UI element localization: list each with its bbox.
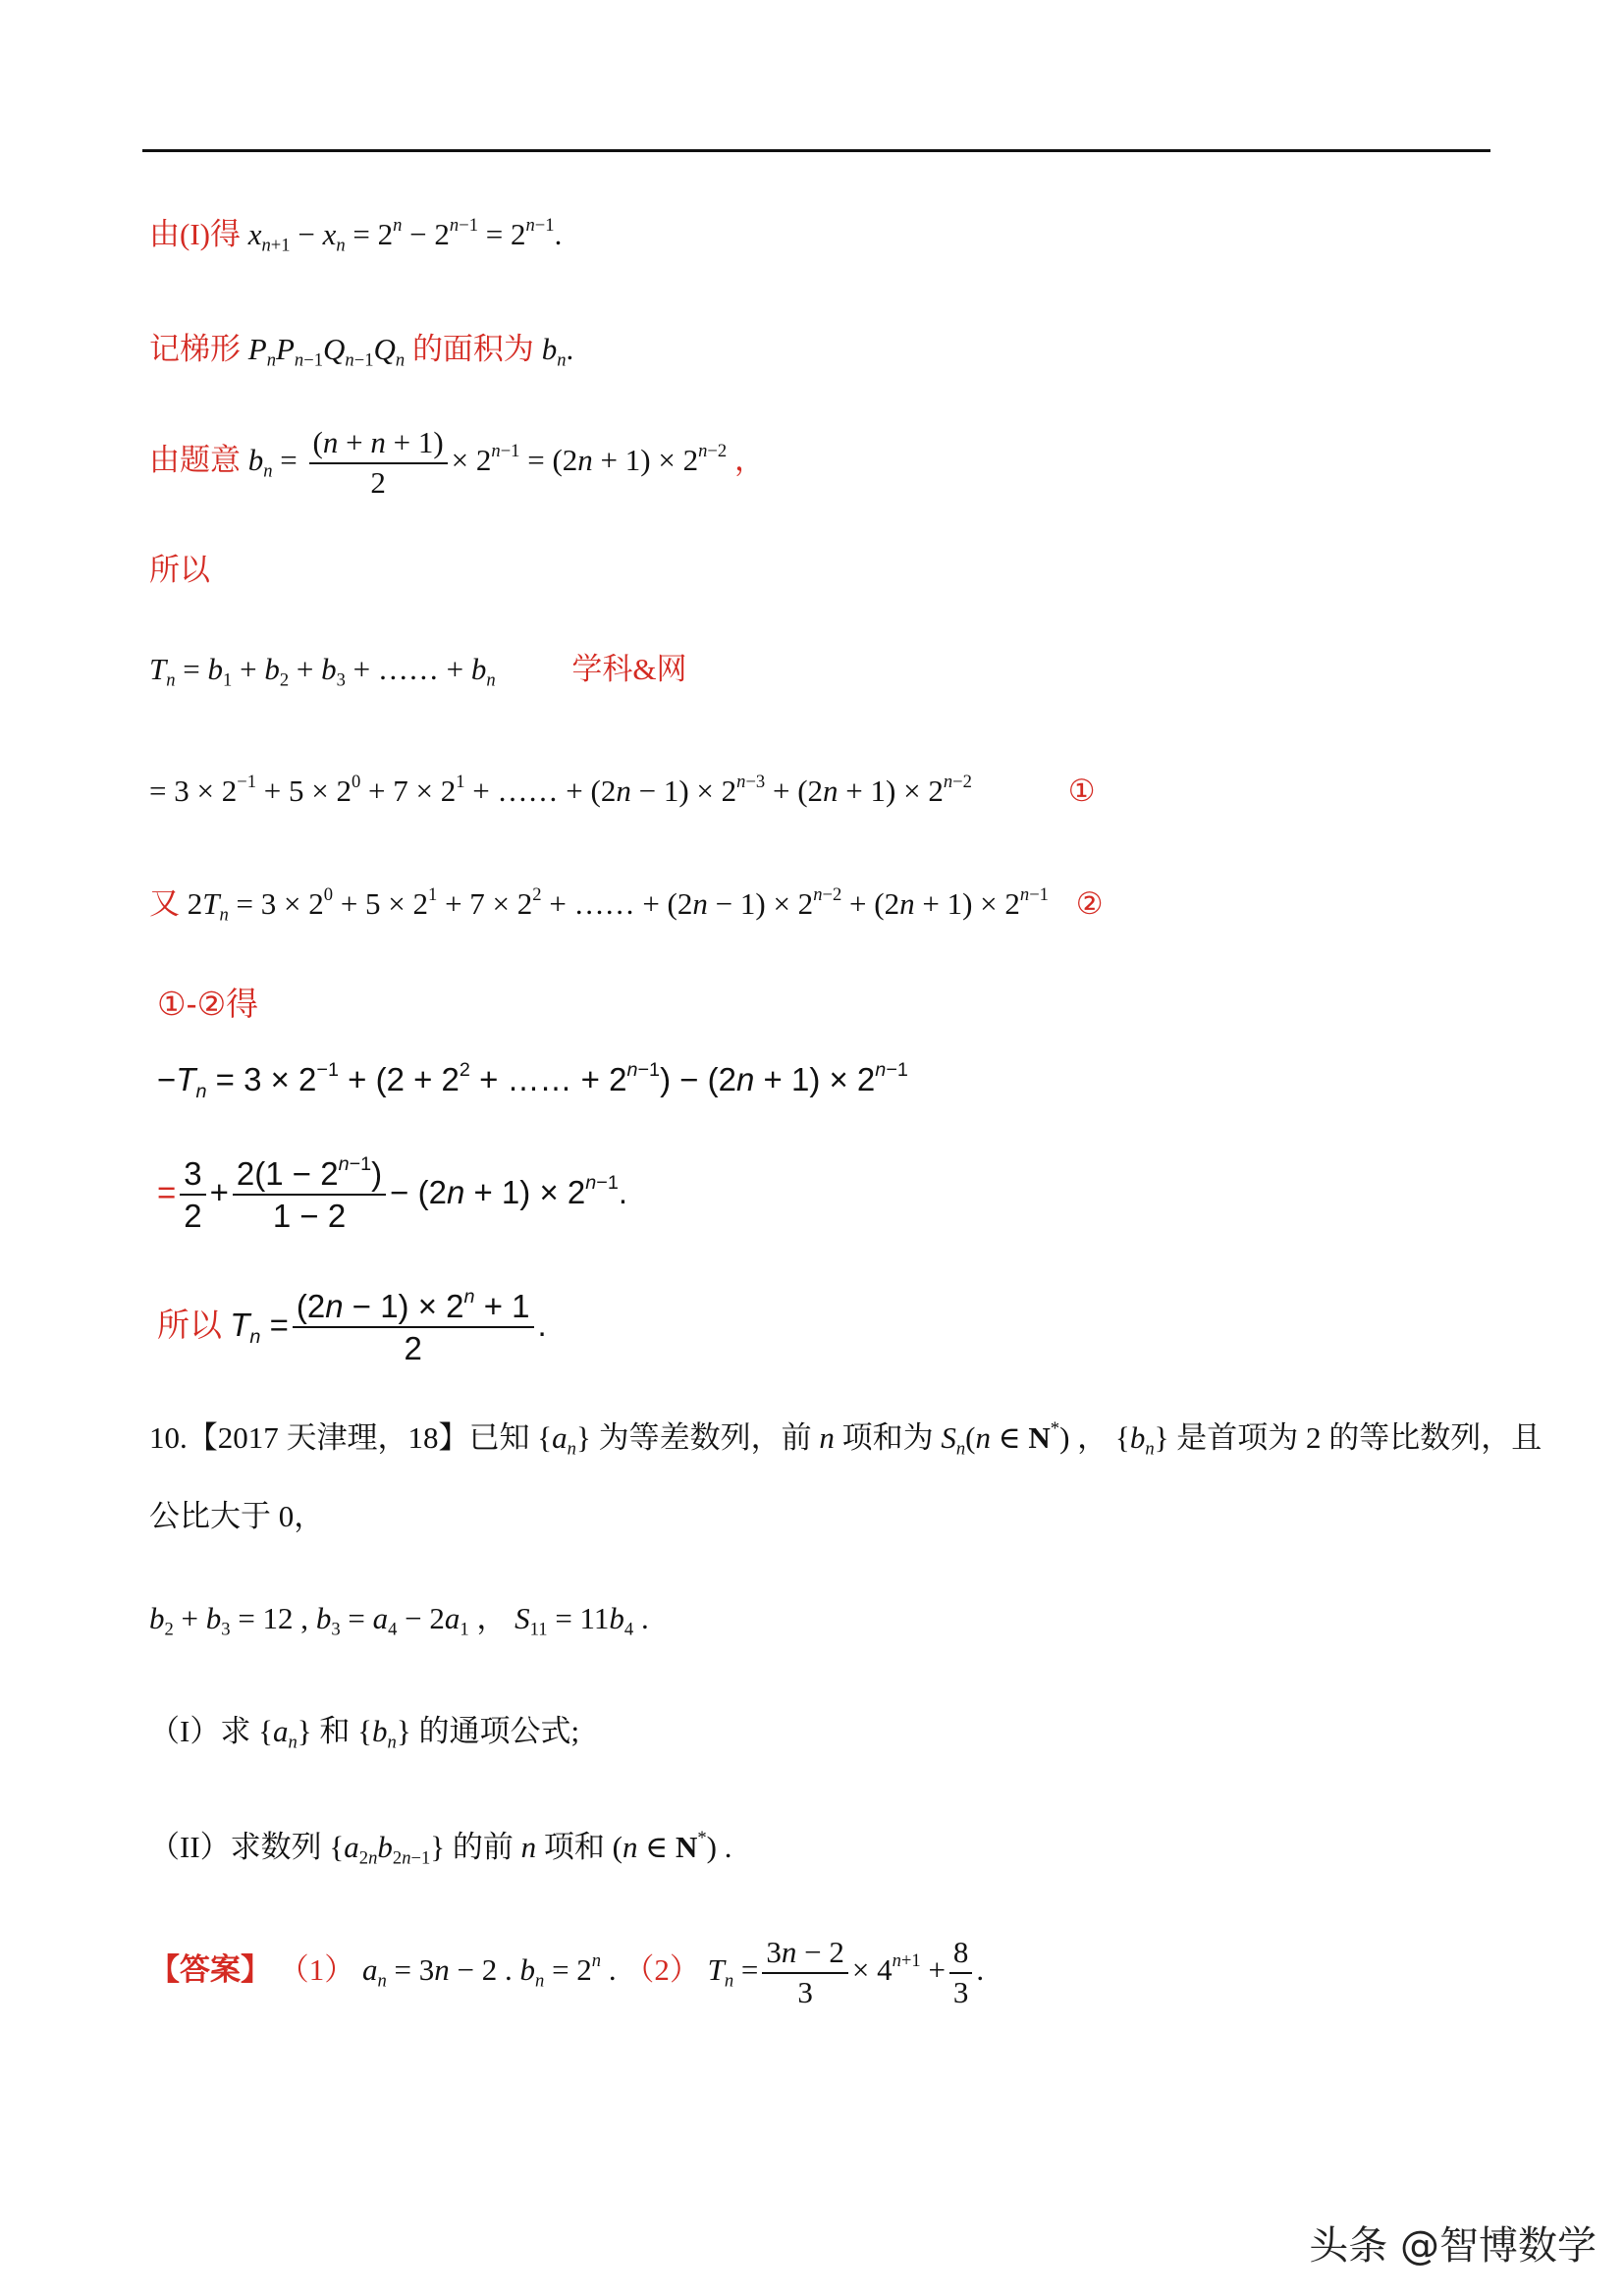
problem-intro: 10.【2017 天津理，18】已知 [149,1420,530,1455]
formula: $\{a_{2n}b_{2n-1}\}$ [329,1830,446,1869]
derivation-line-5 [149,651,687,691]
equation-mark-2: ② [1075,886,1104,921]
problem-10-line-1 [149,1418,1543,1460]
formula: $P_nP_{n-1}Q_{n-1}Q_n$ [247,332,406,371]
formula: $\{b_n\}$ [357,1714,411,1753]
text-prefix: 记梯形 [149,332,241,366]
formula: $x_{n+1} - x_n = 2^n - 2^{n-1} = 2^{n-1}$. [247,215,563,256]
formula: $T_n$ = $\frac{3n - 2}{3}$ × $4^{n+1}$ + $\frac{8}{3}$ . [707,1935,985,2009]
formula: $T_n = b_1 + b_2 + b_3$ + …… + $b_n$ [149,652,496,691]
part-label: （II）求数列 [149,1830,322,1864]
derivation-line-4: 所以 [149,553,210,587]
formula: $\{b_n\}$ [1114,1420,1169,1460]
text-prefix: 由(I)得 [149,217,241,251]
answer-part-2-label: （2） [623,1951,700,1987]
formula: $b_2 + b_3 = 12$ , $b_3 = a_4 - 2a_1$ ， $S_{11} = 11b_4$ . [149,1601,649,1640]
problem-text: 项和为 [841,1420,934,1455]
derivation-line-6 [149,773,1095,809]
header-rule [142,149,1490,152]
problem-text: 和 [319,1714,351,1748]
variable-n: n [819,1420,835,1455]
formula: $a_n = 3n - 2$ . $b_n = 2^n$ . [362,1949,617,1992]
source-tag: 学科&网 [571,652,687,686]
derivation-line-1 [149,215,563,256]
problem-10-line-2: 公比大于 0， [149,1499,325,1533]
problem-text: 的前 [452,1830,514,1864]
problem-10-part-1 [149,1713,580,1753]
variable-n: n [520,1830,537,1864]
problem-text: 项和 [543,1830,605,1864]
answer-label: 【答案】 [149,1951,271,1987]
formula: $T_n$ = $\frac{(2n - 1) \times 2^n + 1}{2}$ . [230,1286,547,1367]
comma: ， [733,442,765,477]
formula: = $\frac{3}{2}$ + $\frac{2(1 - 2^{n-1})}{1 - 2}$ − $(2n + 1) \times 2^{n-1}$. [157,1153,627,1235]
formula: = $3 \times 2^{-1} + 5 \times 2^0 + 7 \times 2^1$ + …… + $(2n - 1) \times 2^{n-3} + (2n + 1) \times 2^{n-2}$ [149,772,972,808]
derivation-line-11 [157,1286,547,1369]
formula: $b_n$. [541,332,574,371]
formula: $\{a_n\}$ [258,1714,312,1753]
problem-10-part-2 [149,1828,732,1869]
formula: $-T_n = 3 \times 2^{-1} + (2 + 2^2$ + …… + $2^{n-1}) - (2n + 1) \times 2^{n-1}$ [157,1059,908,1102]
problem-text: 是首项为 2 的等比数列，且 [1176,1420,1543,1455]
part-label: （I）求 [149,1714,251,1748]
formula: $S_n(n$ ∈ N*) [941,1418,1070,1460]
problem-text: 为等差数列，前 [598,1420,812,1455]
answer-part-1-label: （1） [278,1951,355,1987]
formula: $b_n$ = $\frac{(n + n + 1)}{2}$ × $2^{n-1} = (2n + 1) \times 2^{n-2}$ [247,425,728,500]
equation-mark-1: ① [1067,774,1096,808]
derivation-line-2 [149,331,574,371]
text-prefix: 所以 [157,1306,222,1343]
derivation-line-9 [157,1059,908,1102]
derivation-line-8: ①-②得 [157,986,259,1022]
answer-line [149,1934,984,2012]
formula: $2T_n = 3 \times 2^0 + 5 \times 2^1 + 7 \times 2^2$ + …… + $(2n - 1) \times 2^{n-2} + (2n + 1) \times 2^{n-1}$ [187,884,1049,926]
derivation-line-3 [149,424,765,503]
text-prefix: 又 [149,886,180,921]
derivation-line-10 [157,1153,627,1237]
text-prefix: 由题意 [149,442,241,477]
text-suffix: 的面积为 [411,332,534,366]
derivation-line-7 [149,884,1104,926]
problem-10-conditions [149,1600,649,1640]
formula: $\{a_n\}$ [537,1420,591,1460]
problem-text: ， [1077,1420,1109,1455]
formula: (n ∈ N*) . [612,1828,732,1864]
watermark: 头条 @智博数学 [1309,2223,1597,2269]
problem-text: 的通项公式; [418,1714,580,1748]
